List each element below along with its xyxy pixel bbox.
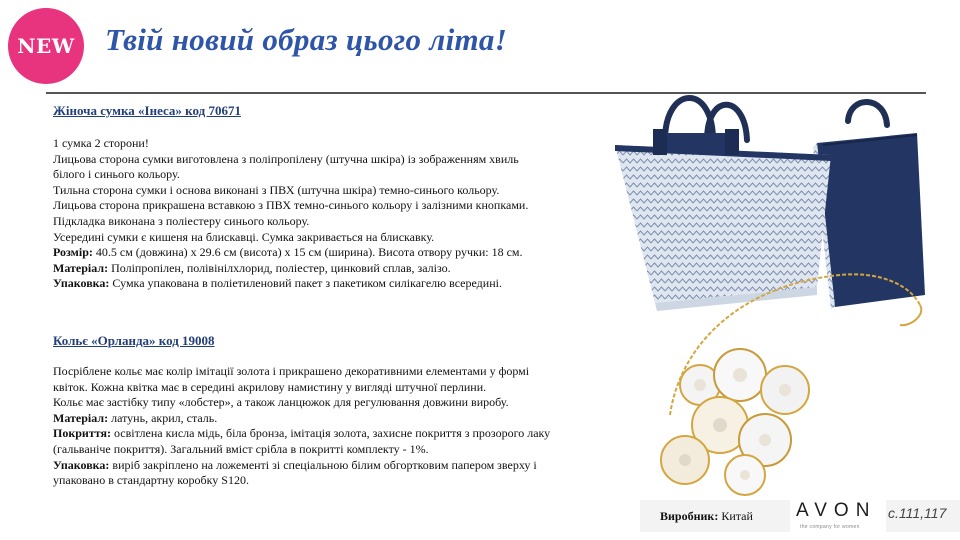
bag-line: Підкладка виконана з поліестеру синього кольору. [53, 213, 310, 228]
new-badge-label: NEW [17, 34, 75, 58]
bag-packaging-label: Упаковка: [53, 276, 110, 291]
bag-line: білого і синього кольору. [53, 167, 180, 182]
necklace-material [53, 411, 550, 427]
necklace-line: квіток. Кожна квітка має в середині акрилову намистину у вигляді штучної перлини. [53, 379, 487, 394]
necklace-material-label: Матеріал: [53, 410, 109, 425]
avon-logo: AVON [796, 500, 877, 521]
bag-line: Тильна сторона сумки і основа виконані з ПВХ (штучна шкіра) темно-синього кольору. [53, 182, 500, 197]
manufacturer [660, 509, 753, 524]
flower-necklace-image [640, 265, 960, 515]
bag-material [53, 261, 528, 277]
bag-heading: Жіноча сумка «Інеса» код 70671 [53, 103, 241, 118]
bag-packaging [53, 276, 528, 292]
bag-material-label: Матеріал: [53, 260, 109, 275]
bag-size [53, 245, 528, 261]
bag-size-value: 40.5 см (довжина) x 29.6 см (висота) x 15 см (ширина). Висота отвору ручки: 18 см. [92, 245, 523, 260]
bag-line: Лицьова сторона сумки виготовлена з поліпропілену (штучна шкіра) із зображенням хвиль [53, 151, 519, 166]
necklace-coating-label: Покриття: [53, 426, 111, 441]
manufacturer-label: Виробник: [660, 509, 719, 523]
necklace-coating [53, 426, 550, 442]
manufacturer-value: Китай [718, 509, 753, 523]
necklace-description [53, 364, 550, 489]
avon-tagline: the company for women [800, 524, 860, 530]
bag-size-label: Розмір: [53, 245, 93, 260]
necklace-packaging-cont: упаковано в стандартну коробку S120. [53, 473, 249, 488]
bag-line: 1 сумка 2 сторони! [53, 136, 149, 150]
necklace-line: Кольє має застібку типу «лобстер», а також ланцюжок для регулювання довжини виробу. [53, 395, 509, 410]
necklace-heading: Кольє «Орланда» код 19008 [53, 333, 215, 348]
necklace-packaging [53, 458, 550, 474]
necklace-line: Посріблене кольє має колір імітації золота і прикрашено декоративними елементами у формі [53, 364, 530, 378]
page-title: Твій новий образ цього літа! [105, 22, 508, 57]
necklace-coating-value: освітлена кисла мідь, біла бронза, імітація золота, захисне покриття з прозорого лаку [110, 426, 551, 441]
bag-line: Усередині сумки є кишеня на блискавці. Сумка закривається на блискавку. [53, 229, 435, 244]
necklace-packaging-value: виріб закріплено на ложементі зі спеціальною білим обгортковим папером зверху і [109, 457, 537, 472]
new-badge [8, 8, 84, 84]
necklace-material-value: латунь, акрил, сталь. [108, 410, 218, 425]
bag-material-value: Поліпропілен, полівінілхлорид, поліестер, цинковий сплав, залізо. [108, 260, 451, 275]
page-reference: с.111,117 [888, 505, 947, 521]
flower-cluster [661, 349, 809, 495]
bag-line: Лицьова сторона прикрашена вставкою з ПВХ темно-синього кольору і залізними кнопками. [53, 198, 529, 213]
bag-packaging-value: Сумка упакована в поліетиленовий пакет з пакетиком силікагелю всередині. [109, 276, 502, 291]
necklace-coating-cont: (гальваніче покриття). Загальний вміст срібла в покритті комплекту - 1%. [53, 441, 429, 456]
necklace-packaging-label: Упаковка: [53, 457, 110, 472]
bag-description [53, 136, 528, 292]
